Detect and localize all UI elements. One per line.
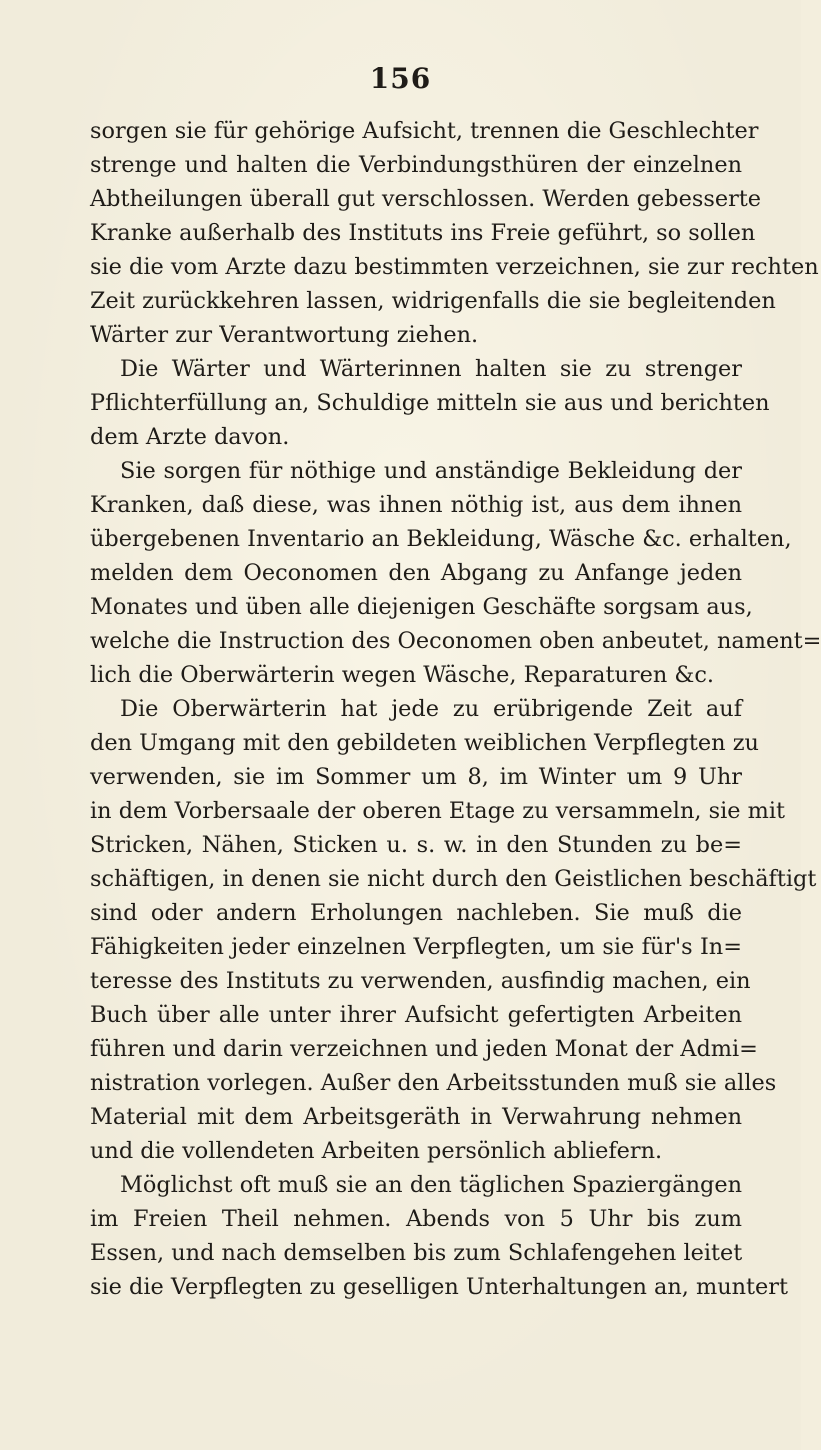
- text-line: Kranken, daß diese, was ihnen nöthig ist, aus dem ihnen: [90, 492, 742, 518]
- text-line: Pflichterfüllung an, Schuldige mitteln sie aus und berichten: [90, 390, 770, 416]
- body-text: [90, 114, 821, 1304]
- text-line: schäftigen, in denen sie nicht durch den Geistlichen beschäftigt: [90, 866, 817, 892]
- text-line: Die Wärter und Wärterinnen halten sie zu strenger: [120, 356, 742, 382]
- text-line: übergebenen Inventario an Bekleidung, Wäsche &c. erhalten,: [90, 526, 792, 552]
- text-line: sorgen sie für gehörige Aufsicht, trennen die Geschlechter: [90, 118, 759, 144]
- text-line: Sie sorgen für nöthige und anständige Bekleidung der: [120, 458, 742, 484]
- text-line: Abtheilungen überall gut verschlossen. Werden gebesserte: [90, 186, 762, 212]
- text-line: Monates und üben alle diejenigen Geschäfte sorgsam aus,: [90, 594, 753, 620]
- text-line: führen und darin verzeichnen und jeden Monat der Admi=: [90, 1036, 758, 1062]
- text-line: melden dem Oeconomen den Abgang zu Anfange jeden: [90, 560, 742, 586]
- text-line: sind oder andern Erholungen nachleben. Sie muß die: [90, 900, 742, 926]
- text-line: Zeit zurückkehren lassen, widrigenfalls die sie begleitenden: [90, 288, 776, 314]
- text-line: sie die Verpflegten zu geselligen Unterhaltungen an, muntert: [90, 1274, 789, 1300]
- text-line: den Umgang mit den gebildeten weiblichen Verpflegten zu: [90, 730, 759, 756]
- text-line: Möglichst oft muß sie an den täglichen Spaziergängen: [120, 1172, 742, 1198]
- text-line: im Freien Theil nehmen. Abends von 5 Uhr bis zum: [90, 1206, 742, 1232]
- text-line: verwenden, sie im Sommer um 8, im Winter um 9 Uhr: [90, 764, 742, 790]
- text-line: Stricken, Nähen, Sticken u. s. w. in den Stunden zu be=: [90, 832, 742, 858]
- text-line: welche die Instruction des Oeconomen oben anbeutet, nament=: [90, 628, 821, 654]
- text-line: dem Arzte davon.: [90, 424, 290, 450]
- text-line: Die Oberwärterin hat jede zu erübrigende Zeit auf: [120, 696, 742, 722]
- text-line: strenge und halten die Verbindungsthüren der einzelnen: [90, 152, 742, 178]
- text-line: teresse des Instituts zu verwenden, ausfindig machen, ein: [90, 968, 751, 994]
- text-line: und die vollendeten Arbeiten persönlich abliefern.: [90, 1138, 663, 1164]
- text-line: Fähigkeiten jeder einzelnen Verpflegten, um sie für's In=: [90, 934, 742, 960]
- text-line: Buch über alle unter ihrer Aufsicht gefertigten Arbeiten: [90, 1002, 742, 1028]
- text-line: Kranke außerhalb des Instituts ins Freie geführt, so sollen: [90, 220, 756, 246]
- text-line: Wärter zur Verantwortung ziehen.: [90, 322, 479, 348]
- text-line: Material mit dem Arbeitsgeräth in Verwahrung nehmen: [90, 1104, 742, 1130]
- text-line: sie die vom Arzte dazu bestimmten verzeichnen, sie zur rechten: [90, 254, 819, 280]
- text-line: nistration vorlegen. Außer den Arbeitsstunden muß sie alles: [90, 1070, 777, 1096]
- text-line: in dem Vorbersaale der oberen Etage zu versammeln, sie mit: [90, 798, 786, 824]
- text-line: lich die Oberwärterin wegen Wäsche, Reparaturen &c.: [90, 662, 715, 688]
- text-line: Essen, und nach demselben bis zum Schlafengehen leitet: [90, 1240, 743, 1266]
- page-number: 156: [369, 62, 432, 95]
